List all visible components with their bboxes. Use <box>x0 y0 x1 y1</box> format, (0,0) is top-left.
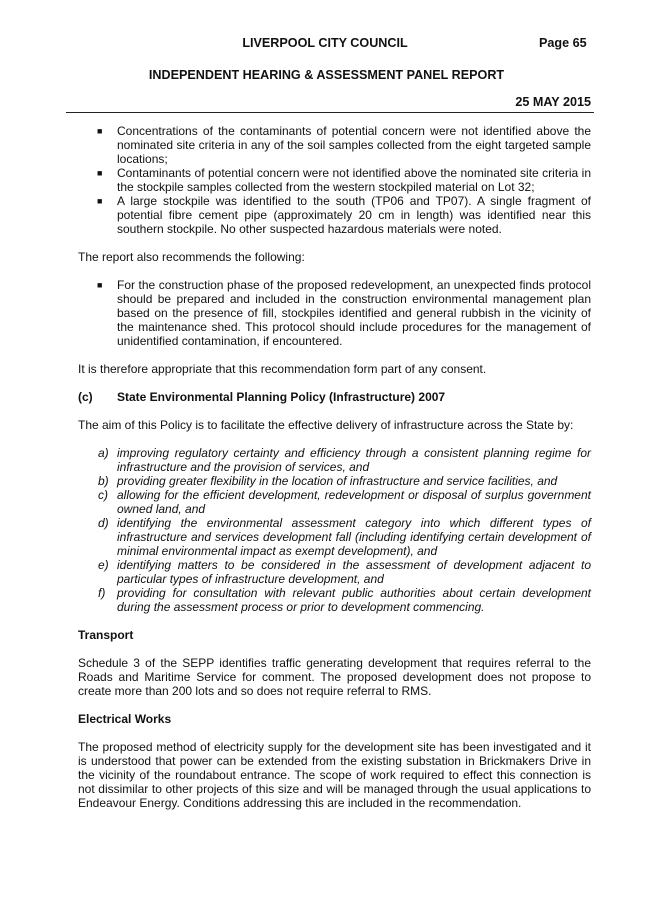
bullet-icon: ■ <box>97 196 103 206</box>
recommendations-list <box>78 278 591 348</box>
list-item: d) identifying the environmental assessment category into which different types of infrastructure and services development fall (including identifying certain development of minimal environmental impact as exempt development), and <box>98 516 591 558</box>
list-item: b) providing greater flexibility in the location of infrastructure and service facilities, and <box>98 474 558 488</box>
list-item: e) identifying matters to be considered in the assessment of development adjacent to particular types of infrastructure development, and <box>98 558 591 586</box>
report-body <box>78 124 591 810</box>
list-item: ■ Contaminants of potential concern were not identified above the nominated site criteria in the stockpile samples collected from the western stockpiled material on Lot 32; <box>97 166 591 194</box>
section-heading-c <box>78 390 591 404</box>
section-marker: (c) <box>78 390 93 404</box>
page-number: Page 65 <box>539 36 587 50</box>
bullet-icon: ■ <box>97 126 103 136</box>
electrical-paragraph: The proposed method of electricity supply for the development site has been investigated and it is understood that power can be extended from the existing substation in Brickmakers Drive in the vicinity of the roundabout entrance. The scope of work required to effect this connection is not dissimilar to other projects of this size and will be managed through the usual applications to Endeavour Energy. Conditions addressing this are included in the recommendation. <box>78 740 591 810</box>
list-item: ■ For the construction phase of the proposed redevelopment, an unexpected finds protocol should be prepared and included in the construction environmental management plan based on the presence of fill, stockpiles identified and general rubbish in the vicinity of the maintenance shed. This protocol should include procedures for the management of unidentified contamination, if encountered. <box>97 278 591 348</box>
list-item: ■ Concentrations of the contaminants of potential concern were not identified above the nominated site criteria in any of the soil samples collected from the eight targeted sample locations; <box>97 124 591 166</box>
list-item: ■ A large stockpile was identified to the south (TP06 and TP07). A single fragment of potential fibre cement pipe (approximately 20 cm in length) was identified near this southern stockpile. No other suspected hazardous materials were noted. <box>97 194 591 236</box>
list-item: f) providing for consultation with relevant public authorities about certain development during the assessment process or prior to development commencing. <box>98 586 591 614</box>
transport-paragraph: Schedule 3 of the SEPP identifies traffic generating development that requires referral to the Roads and Maritime Service for comment. The proposed development does not propose to create more than 200 lots and so does not require referral to RMS. <box>78 656 591 698</box>
list-item: c) allowing for the efficient development, redevelopment or disposal of surplus government owned land, and <box>98 488 591 516</box>
section-title: State Environmental Planning Policy (Infrastructure) 2007 <box>117 390 446 404</box>
header-council: LIVERPOOL CITY COUNCIL <box>242 36 408 50</box>
aims-list <box>78 446 591 614</box>
bullet-icon: ■ <box>97 280 103 290</box>
recommends-paragraph: The report also recommends the following: <box>78 250 305 264</box>
header-rule <box>66 112 594 113</box>
aim-paragraph: The aim of this Policy is to facilitate the effective delivery of infrastructure across the State by: <box>78 418 574 432</box>
report-title: INDEPENDENT HEARING & ASSESSMENT PANEL REPORT <box>148 68 505 82</box>
appropriate-paragraph: It is therefore appropriate that this recommendation form part of any consent. <box>78 362 487 376</box>
transport-heading: Transport <box>78 628 134 642</box>
list-item: a) improving regulatory certainty and efficiency through a consistent planning regime for infrastructure and the provision of services, and <box>98 446 591 474</box>
findings-list <box>78 124 591 236</box>
electrical-heading: Electrical Works <box>78 712 172 726</box>
report-date: 25 MAY 2015 <box>515 95 591 109</box>
bullet-icon: ■ <box>97 168 103 178</box>
